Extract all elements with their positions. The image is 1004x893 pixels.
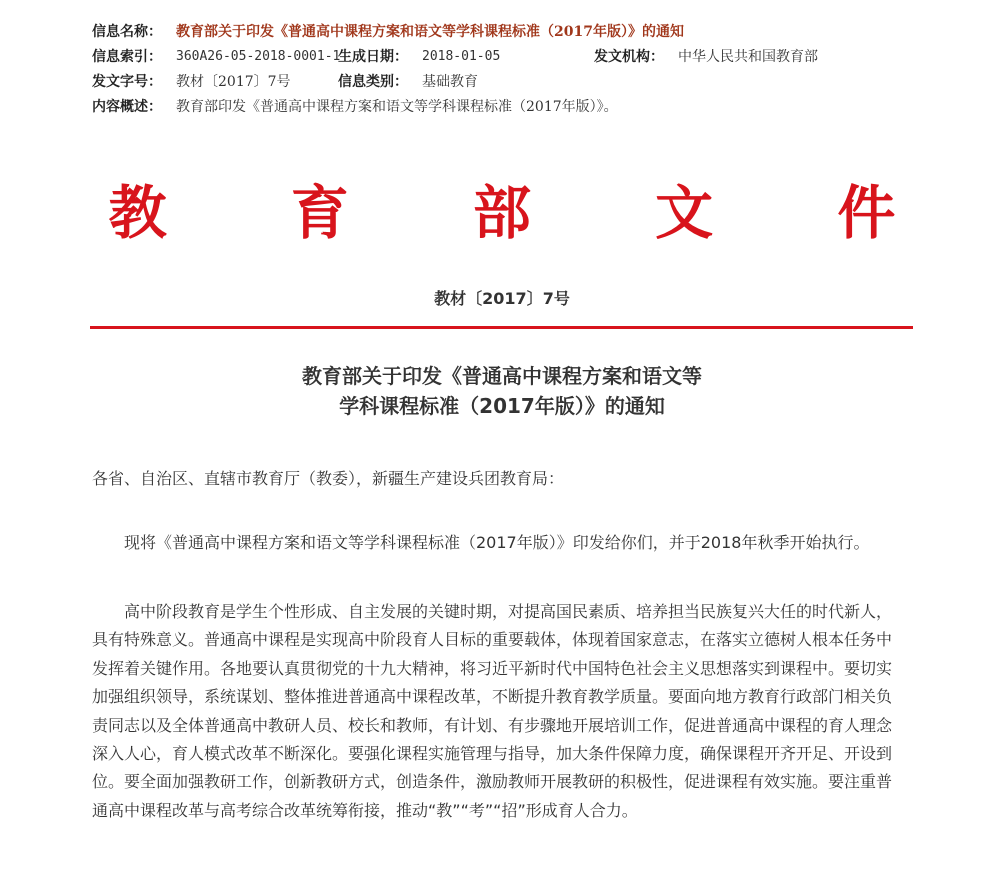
index-label: 信息索引： [92,49,162,65]
summary-value: 教育部印发《普通高中课程方案和语文等学科课程标准（2017年版）》。 [176,99,618,115]
date-label: 生成日期： [338,49,408,65]
category-value: 基础教育 [422,74,478,90]
notice-title-line-1: 教育部关于印发《普通高中课程方案和语文等 [302,364,702,388]
info-name-value: 教育部关于印发《普通高中课程方案和语文等学科课程标准（2017年版）》的通知 [176,24,684,40]
paragraph-line: 具有特殊意义。普通高中课程是实现高中阶段育人目标的重要载体，体现着国家意志，在落实立德树人根本任务中 [92,630,893,650]
meta-row-docno [92,72,972,97]
notice-title [0,361,1004,421]
paragraph-line: 发挥着关键作用。各地要认真贯彻党的十九大精神，将习近平新时代中国特色社会主义思想落实到课程中。要切实 [92,658,893,678]
paragraph-2 [92,598,922,825]
paragraph-line: 责同志以及全体普通高中教研人员、校长和教师，有计划、有步骤地开展培训工作，促进普通高中课程的育人理念 [92,715,893,735]
meta-row-name [92,22,972,47]
summary-label: 内容概述： [92,99,162,115]
docno-label: 发文字号： [92,74,162,90]
metadata-block [92,22,972,122]
meta-row-index [92,47,972,72]
document-number: 教材〔2017〕7号 [434,289,570,308]
issuer-label: 发文机构： [594,49,664,65]
info-name-label: 信息名称： [92,24,162,40]
paragraph-line: 高中阶段教育是学生个性形成、自主发展的关键时期，对提高国民素质、培养担当民族复兴大任的时代新人， [124,602,893,621]
salutation: 各省、自治区、直辖市教育厅（教委），新疆生产建设兵团教育局： [92,469,565,488]
date-value: 2018-01-05 [422,49,501,64]
notice-title-line-2: 学科课程标准（2017年版）》的通知 [339,394,665,418]
paragraph-line: 位。要全面加强教研工作，创新教研方式，创造条件，激励教师开展教研的积极性，促进课程有效实施。要注重普 [92,772,893,792]
meta-row-summary [92,97,972,122]
category-label: 信息类别： [338,74,408,90]
document-title: 教 育 部 文 件 [108,179,948,247]
issuer-value: 中华人民共和国教育部 [678,49,818,65]
paragraph-line: 深入人心，育人模式改革不断深化。要强化课程实施管理与指导，加大条件保障力度，确保课程开齐开足、开设到 [92,744,893,764]
paragraph-1: 现将《普通高中课程方案和语文等学科课程标准（2017年版）》印发给你们，并于2018年秋季开始执行。 [124,533,870,552]
docno-value: 教材〔2017〕7号 [176,74,291,90]
red-divider [90,326,913,329]
paragraph-line: 加强组织领导，系统谋划、整体推进普通高中课程改革，不断提升教育教学质量。要面向地方教育行政部门相关负 [92,687,893,707]
index-value: 360A26-05-2018-0001-1 [176,49,341,64]
paragraph-line: 通高中课程改革与高考综合改革统筹衔接，推动“教”“考”“招”形成育人合力。 [92,800,638,820]
